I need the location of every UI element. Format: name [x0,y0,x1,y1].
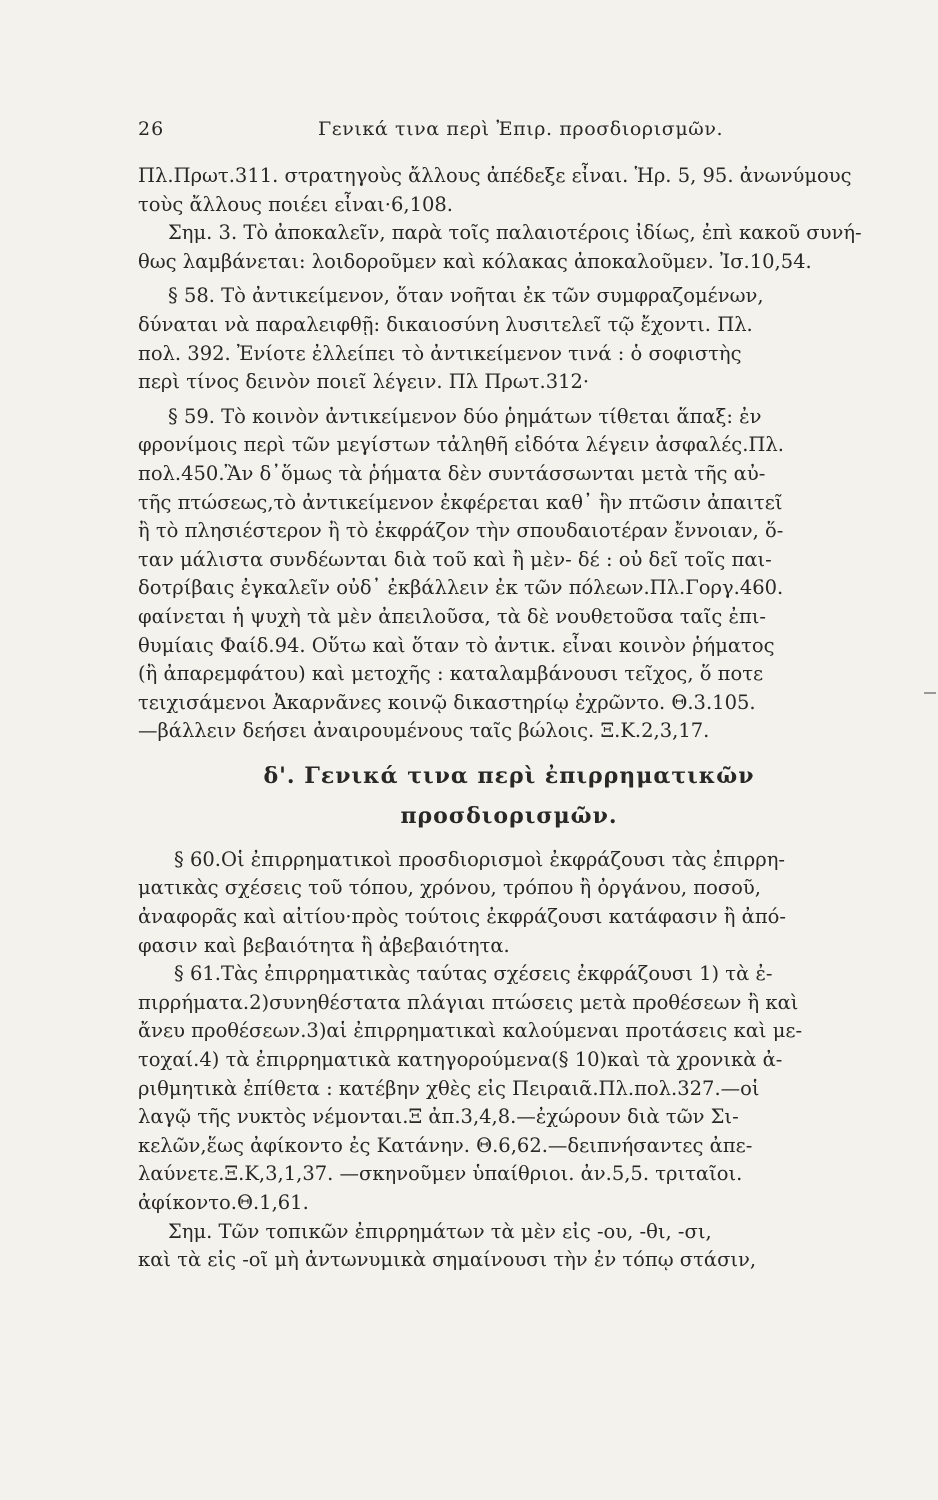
text-line: τοὺς ἄλλους ποιέει εἶναι·6,108. [138,192,453,216]
text-line: λαύνετε.Ξ.Κ,3,1,37. —σκηνοῦμεν ὑπαίθριοι. ἀν.5,5. τριταῖοι. [138,1162,743,1186]
margin-mark [924,692,936,694]
text-line: ταν μάλιστα συνδέωνται διὰ τοῦ καὶ ἢ μὲν- δέ : οὐ δεῖ τοῖς παι- [138,547,772,571]
text-line: λαγῷ τῆς νυκτὸς νέμονται.Ξ ἀπ.3,4,8.—ἐχώρουν διὰ τῶν Σι- [138,1105,739,1129]
text-line: δοτρίβαις ἐγκαλεῖν οὐδ᾿ ἐκβάλλειν ἐκ τῶν πόλεων.Πλ.Γοργ.460. [138,576,784,600]
text-line: πολ. 392. Ἐνίοτε ἐλλείπει τὸ ἀντικείμενον τινά : ὁ σοφιστὴς [138,341,742,365]
running-head: Γενικά τινα περὶ Ἐπιρ. προσδιορισμῶν. [318,118,724,140]
text-line: Πλ.Πρωτ.311. στρατηγοὺς ἄλλους ἀπέδεξε εἶναι. Ἡρ. 5, 95. ἀνωνύμους [138,164,852,187]
text-line: (ἢ ἀπαρεμφάτου) καὶ μετοχῆς : καταλαμβάνουσι τεῖχος, ὅ ποτε [138,662,764,686]
text-line: θως λαμβάνεται: λοιδοροῦμεν καὶ κόλακας ἀποκαλοῦμεν. Ἰσ.10,54. [138,249,812,273]
text-line: ριθμητικὰ ἐπίθετα : κατέβην χθὲς εἰς Πειραιᾶ.Πλ.πολ.327.—οἱ [138,1076,760,1100]
text-line: τῆς πτώσεως,τὸ ἀντικείμενον ἐκφέρεται καθ᾿ ἣν πτῶσιν ἀπαιτεῖ [138,490,783,514]
subsection-title: δ'. Γενικά τινα περὶ ἐπιρρηματικῶν [263,762,755,789]
note-line: Σημ. Τῶν τοπικῶν ἐπιρρημάτων τὰ μὲν εἰς -ου, -θι, -σι, [168,1219,712,1243]
text-line: ἢ τὸ πλησιέστερον ἢ τὸ ἐκφράζον τὴν σπουδαιοτέραν ἔννοιαν, ὅ- [138,519,784,543]
page-header [138,118,878,148]
text-line: θυμίαις Φαίδ.94. Οὕτω καὶ ὅταν τὸ ἀντικ. εἶναι κοινὸν ῥήματος [138,633,775,657]
text-line: κελῶν,ἕως ἀφίκοντο ἐς Κατάνην. Θ.6,62.—δειπνήσαντες ἀπε- [138,1133,753,1157]
text-line: πολ.450.Ἂν δ᾿ὅμως τὰ ῥήματα δὲν συντάσσωνται μετὰ τῆς αὐ- [138,461,766,485]
section-58-line: § 58. Τὸ ἀντικείμενον, ὅταν νοῆται ἐκ τῶν συμφραζομένων, [168,284,764,308]
text-line: πιρρήματα.2)συνηθέστατα πλάγιαι πτώσεις μετὰ προθέσεων ἢ καὶ [138,990,799,1014]
text-line: φασιν καὶ βεβαιότητα ἢ ἀβεβαιότητα. [138,933,510,957]
note-line: Σημ. 3. Τὸ ἀποκαλεῖν, παρὰ τοῖς παλαιοτέροις ἰδίως, ἐπὶ κακοῦ συνή- [168,221,862,245]
subsection-title-cont: προσδιορισμῶν. [400,802,618,829]
body-text [138,162,880,1275]
text-line: δύναται νὰ παραλειφθῇ: δικαιοσύνη λυσιτελεῖ τῷ ἔχοντι. Πλ. [138,312,753,336]
text-line: —βάλλειν δεήσει ἀναιρουμένους ταῖς βώλοις. Ξ.Κ.2,3,17. [138,719,710,743]
text-line: τειχισάμενοι Ἀκαρνᾶνες κοινῷ δικαστηρίῳ ἐχρῶντο. Θ.3.105. [138,690,756,714]
section-61-line: § 61.Τὰς ἐπιρρηματικὰς ταύτας σχέσεις ἐκφράζουσι 1) τὰ ἐ- [174,962,773,986]
text-line: τοχαί.4) τὰ ἐπιρρηματικὰ κατηγορούμενα(§ 10)καὶ τὰ χρονικὰ ἀ- [138,1048,783,1072]
text-line: καὶ τὰ εἰς -οῖ μὴ ἀντωνυμικὰ σημαίνουσι τὴν ἐν τόπῳ στάσιν, [138,1248,757,1272]
text-line: φρονίμοις περὶ τῶν μεγίστων τἀληθῆ εἰδότα λέγειν ἀσφαλές.Πλ. [138,433,784,457]
section-60-line: § 60.Οἱ ἐπιρρηματικοὶ προσδιορισμοὶ ἐκφράζουσι τὰς ἐπιρρη- [174,847,785,871]
text-line: ματικὰς σχέσεις τοῦ τόπου, χρόνου, τρόπου ἢ ὀργάνου, ποσοῦ, [138,876,761,900]
text-line: ἄνευ προθέσεων.3)αἱ ἐπιρρηματικαὶ καλούμεναι προτάσεις καὶ με- [138,1019,803,1043]
text-line: ἀφίκοντο.Θ.1,61. [138,1191,309,1214]
section-59-line: § 59. Τὸ κοινὸν ἀντικείμενον δύο ῥημάτων τίθεται ἅπαξ: ἐν [168,404,762,428]
text-line: ἀναφορᾶς καὶ αἰτίου·πρὸς τούτοις ἐκφράζουσι κατάφασιν ἢ ἀπό- [138,905,786,929]
text-line: φαίνεται ἡ ψυχὴ τὰ μὲν ἀπειλοῦσα, τὰ δὲ νουθετοῦσα ταῖς ἐπι- [138,604,766,628]
text-line: περὶ τίνος δεινὸν ποιεῖ λέγειν. Πλ Πρωτ.312· [138,370,590,394]
page-number: 26 [138,118,165,140]
